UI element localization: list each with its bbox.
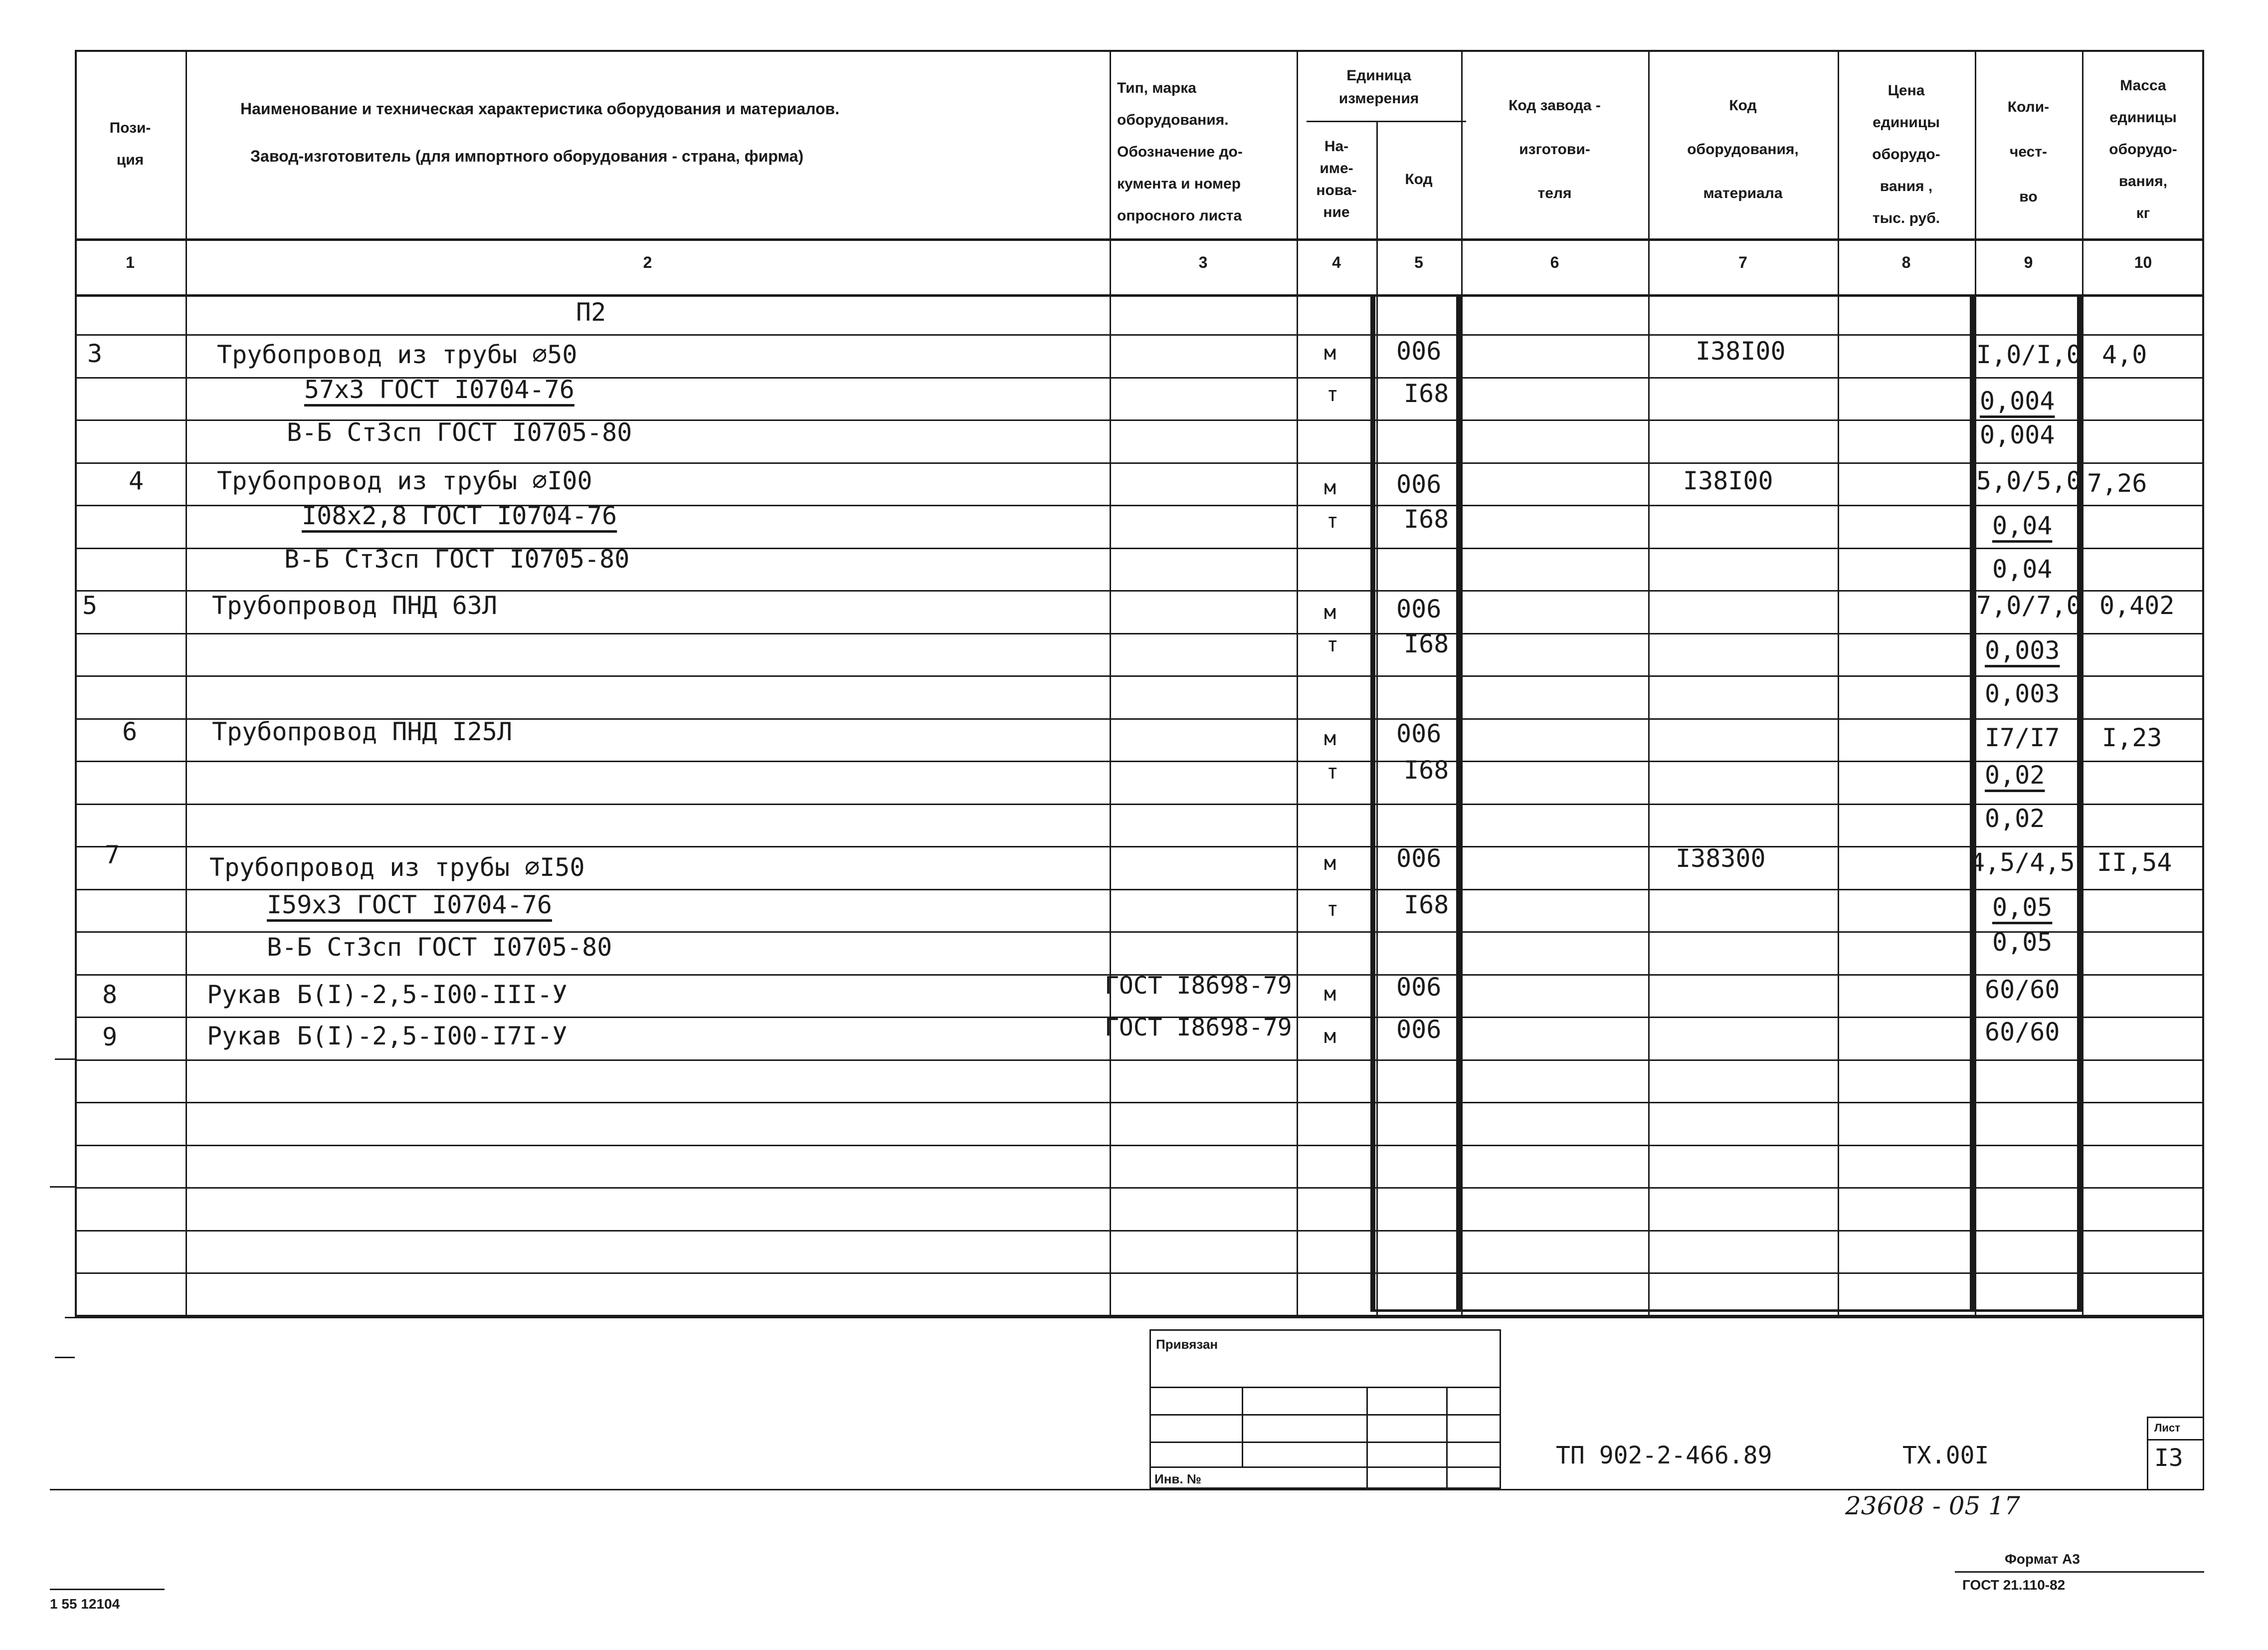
item9-qty1: 60/60 — [1985, 1018, 2060, 1046]
item7-name: Трубопровод из трубы ∅I50 — [209, 853, 585, 882]
item4-code2: I68 — [1404, 505, 1449, 534]
header-col9: Коли- чест- во — [2007, 99, 2050, 205]
margin-tick — [55, 1058, 75, 1060]
privyazan-row1 — [1149, 1387, 1501, 1388]
handwritten-number: 23608 - 05 17 — [1845, 1491, 2020, 1520]
item8-qty1: 60/60 — [1985, 975, 2060, 1004]
stamp-right-line — [2203, 1317, 2204, 1489]
col-line-3 — [1297, 50, 1298, 1317]
col-line-5 — [1461, 50, 1463, 1317]
privyazan-box — [1149, 1329, 1501, 1489]
item4-spec2: В-Б Ст3сп ГОСТ I0705-80 — [284, 545, 630, 574]
footer-line — [1955, 1571, 2204, 1573]
item3-qty3: 0,004 — [1980, 420, 2055, 449]
item6-unit2: т — [1326, 761, 1339, 784]
item4-code1: 006 — [1396, 470, 1442, 499]
privyazan-col3 — [1446, 1387, 1448, 1489]
col-line-7 — [1838, 50, 1839, 1317]
col9-left-thick — [1970, 294, 1975, 1312]
item3-code2: I68 — [1404, 379, 1449, 408]
item8-doc: ГОСТ I8698-79 — [1105, 972, 1292, 1000]
header-bottom-line — [75, 238, 2204, 241]
colnum-1: 1 — [126, 253, 135, 271]
col-line-8 — [1975, 50, 1976, 1317]
footer-left-line — [50, 1589, 165, 1590]
item4-mat: I38I00 — [1683, 466, 1773, 495]
item6-qty2: 0,02 — [1985, 761, 2045, 790]
colnum-4: 4 — [1332, 253, 1341, 271]
table-row-line — [75, 334, 2204, 336]
item3-mass: 4,0 — [2102, 340, 2147, 369]
header-col7: Код оборудования, материала — [1687, 97, 1799, 202]
margin-tick — [55, 1357, 75, 1358]
colnum-3: 3 — [1198, 253, 1208, 271]
item5-qty1: 7,0/7,0 — [1976, 591, 2081, 620]
table-row-line — [75, 1145, 2204, 1146]
table-row-line — [75, 1102, 2204, 1103]
item3-mat: I38I00 — [1696, 337, 1786, 366]
table-row-line — [75, 1230, 2204, 1232]
item7-unit1: м — [1324, 852, 1336, 875]
item8-code1: 006 — [1396, 973, 1442, 1002]
item7-unit2: т — [1326, 898, 1339, 921]
table-row-line — [75, 462, 2204, 464]
colnum-9: 9 — [2024, 253, 2033, 271]
table-row-line — [75, 1272, 2204, 1274]
item4-unit2: т — [1326, 510, 1339, 533]
item9-name: Рукав Б(I)-2,5-I00-I7I-У — [207, 1022, 567, 1050]
item6-qty1: I7/I7 — [1985, 723, 2060, 752]
item3-name: Трубопровод из трубы ∅50 — [217, 340, 577, 369]
item4-unit1: м — [1324, 476, 1336, 499]
header-col1: Пози- ция — [109, 120, 151, 168]
stamp-bottom-line — [50, 1489, 2204, 1490]
item6-qty3: 0,02 — [1985, 804, 2045, 833]
sheet-code: ТХ.00I — [1902, 1442, 1989, 1469]
privyazan-row3 — [1149, 1442, 1501, 1443]
col-line-6 — [1648, 50, 1650, 1317]
item8-unit1: м — [1324, 983, 1336, 1006]
header-col5: Код — [1405, 171, 1433, 188]
privyazan-col2 — [1366, 1387, 1368, 1489]
item5-code1: 006 — [1396, 595, 1442, 623]
item4-qty1: 5,0/5,0 — [1976, 466, 2081, 495]
item4-spec1: I08х2,8 ГОСТ I0704-76 — [302, 501, 617, 530]
sheet-box-left — [2147, 1417, 2148, 1489]
item7-pos: 7 — [105, 840, 120, 869]
item4-pos: 4 — [129, 466, 144, 495]
header-col4: На- име- нова- ние — [1316, 138, 1357, 220]
header-col8: Цена единицы оборудо- вания , тыс. руб. — [1872, 82, 1940, 226]
col-line-9 — [2082, 50, 2083, 1317]
gost-label: ГОСТ 21.110-82 — [1962, 1577, 2066, 1593]
item6-code1: 006 — [1396, 719, 1442, 748]
item6-name: Трубопровод ПНД I25Л — [212, 717, 513, 746]
item6-mass: I,23 — [2102, 723, 2162, 752]
item5-mass: 0,402 — [2099, 591, 2175, 620]
colnum-8: 8 — [1901, 253, 1911, 271]
colnum-10: 10 — [2134, 253, 2152, 271]
item8-pos: 8 — [102, 980, 118, 1009]
item5-unit1: м — [1324, 601, 1336, 624]
item7-code2: I68 — [1404, 890, 1449, 919]
privyazan-row2 — [1149, 1414, 1501, 1416]
item6-unit1: м — [1324, 727, 1336, 750]
item6-code2: I68 — [1404, 756, 1449, 785]
body-bottom-thick — [1370, 1309, 2082, 1312]
item5-unit2: т — [1326, 633, 1339, 656]
item9-doc: ГОСТ I8698-79 — [1105, 1014, 1292, 1041]
table-row-line — [75, 1187, 2204, 1189]
header-col2-line2: Завод-изготовитель (для импортного оборудования - страна, фирма) — [250, 147, 804, 165]
header-unit-group: Единица измерения — [1338, 67, 1419, 107]
header-col2-line1: Наименование и техническая характеристика оборудования и материалов. — [240, 100, 840, 118]
item4-name: Трубопровод из трубы ∅I00 — [217, 466, 592, 495]
item5-qty3: 0,003 — [1985, 679, 2060, 708]
header-col3: Тип, марка оборудования. Обозначение до- кумента и номер опросного листа — [1117, 80, 1243, 224]
item7-qty1: 4,5/4,5 — [1970, 848, 2075, 877]
item7-spec2: В-Б Ст3сп ГОСТ I0705-80 — [267, 933, 612, 962]
item3-spec1: 57х3 ГОСТ I0704-76 — [304, 375, 574, 404]
doc-code: ТП 902-2-466.89 — [1556, 1442, 1772, 1469]
header-col2 — [186, 50, 1110, 238]
item9-code1: 006 — [1396, 1015, 1442, 1044]
sheet-box-mid — [2147, 1439, 2204, 1441]
item5-name: Трубопровод ПНД 63Л — [212, 591, 497, 620]
item3-unit1: м — [1324, 342, 1336, 365]
item6-pos: 6 — [122, 717, 138, 746]
item3-pos: 3 — [87, 339, 103, 368]
table-row-line — [75, 846, 2204, 847]
table-row-line — [75, 804, 2204, 805]
privyazan-label: Привязан — [1156, 1337, 1218, 1352]
format-label: Формат А3 — [2005, 1551, 2080, 1567]
item9-pos: 9 — [102, 1023, 118, 1051]
margin-tick — [50, 1186, 75, 1188]
inv-label: Инв. № — [1154, 1471, 1201, 1486]
section-title: П2 — [576, 298, 606, 327]
corner-code: 1 55 12104 — [50, 1596, 120, 1612]
col5-right-thick — [1456, 294, 1461, 1312]
item7-qty2: 0,05 — [1992, 893, 2053, 922]
table-row-line — [75, 633, 2204, 634]
colnum-7: 7 — [1738, 253, 1747, 271]
col-line-2 — [1110, 50, 1111, 1317]
item4-mass: 7,26 — [2087, 469, 2147, 498]
sheet-number: I3 — [2154, 1444, 2183, 1472]
colnum-bottom-line — [75, 294, 2204, 297]
colnum-6: 6 — [1550, 253, 1559, 271]
col-line-1 — [186, 50, 187, 1317]
sheet-box-top — [2147, 1417, 2204, 1418]
privyazan-row4 — [1149, 1466, 1501, 1468]
header-col6: Код завода - изготови- теля — [1509, 97, 1601, 202]
item9-unit1: м — [1324, 1025, 1336, 1048]
item3-qty1: I,0/I,0 — [1976, 340, 2081, 369]
item5-code2: I68 — [1404, 629, 1449, 658]
item3-qty2: 0,004 — [1980, 387, 2055, 415]
item8-name: Рукав Б(I)-2,5-I00-III-У — [207, 980, 567, 1009]
item7-mat: I38300 — [1676, 844, 1766, 873]
privyazan-col1 — [1242, 1387, 1243, 1466]
table-row-line — [75, 1059, 2204, 1061]
sheet-label: Лист — [2154, 1422, 2180, 1434]
table-row-line — [75, 675, 2204, 677]
stamp-top-line — [65, 1317, 2204, 1318]
table-row-line — [75, 761, 2204, 762]
col9-right-thick — [2077, 294, 2082, 1312]
item4-qty3: 0,04 — [1992, 555, 2053, 584]
item5-qty2: 0,003 — [1985, 636, 2060, 665]
item7-mass: II,54 — [2097, 848, 2172, 877]
item4-qty2: 0,04 — [1992, 511, 2053, 540]
colnum-2: 2 — [643, 253, 652, 271]
item7-code1: 006 — [1396, 844, 1442, 873]
header-col10: Масса единицы оборудо- вания, кг — [2109, 77, 2177, 221]
col5-left-thick — [1370, 294, 1375, 1312]
item5-pos: 5 — [82, 591, 98, 620]
item3-spec2: В-Б Ст3сп ГОСТ I0705-80 — [287, 418, 632, 447]
item7-qty3: 0,05 — [1992, 928, 2053, 957]
colnum-5: 5 — [1414, 253, 1423, 271]
item3-code1: 006 — [1396, 337, 1442, 366]
item3-unit2: т — [1326, 383, 1339, 406]
item7-spec1: I59х3 ГОСТ I0704-76 — [267, 890, 552, 919]
